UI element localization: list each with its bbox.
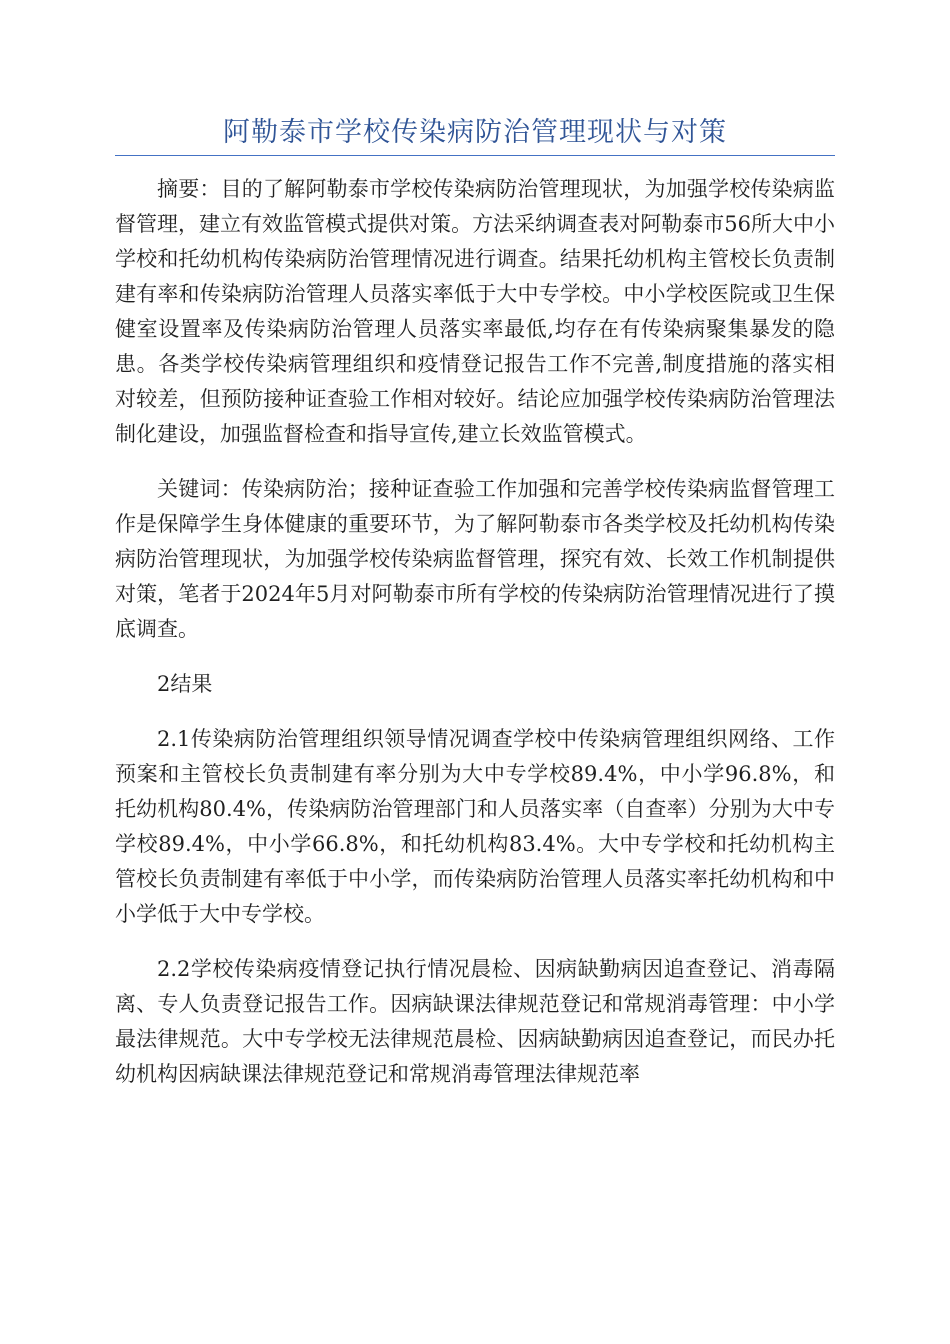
section-2-2-paragraph: 2.2学校传染病疫情登记执行情况晨检、因病缺勤病因追查登记、消毒隔离、专人负责登记报告工作。因病缺课法律规范登记和常规消毒管理：中小学最法律规范。大中专学校无法律规范晨检、因病缺勤病因追查登记，而民办托幼机构因病缺课法律规范登记和常规消毒管理法律规范率: [115, 957, 835, 1086]
document-body: [115, 172, 835, 1112]
section-heading-results: 2结果: [157, 672, 213, 696]
section-2-1-paragraph: 2.1传染病防治管理组织领导情况调查学校中传染病管理组织网络、工作预案和主管校长负责制建有率分别为大中专学校89.4%，中小学96.8%，和托幼机构80.4%，传染病防治管理部门和人员落实率（自查率）分别为大中专学校89.4%，中小学66.8%，和托幼机构83.4%。大中专学校和托幼机构主管校长负责制建有率低于中小学，而传染病防治管理人员落实率托幼机构和中小学低于大中专学校。: [115, 727, 835, 926]
abstract-paragraph: 摘要：目的了解阿勒泰市学校传染病防治管理现状，为加强学校传染病监督管理，建立有效监管模式提供对策。方法采纳调查表对阿勒泰市56所大中小学校和托幼机构传染病防治管理情况进行调查。结果托幼机构主管校长负责制建有率和传染病防治管理人员落实率低于大中专学校。中小学校医院或卫生保健室设置率及传染病防治管理人员落实率最低,均存在有传染病聚集暴发的隐患。各类学校传染病管理组织和疫情登记报告工作不完善,制度措施的落实相对较差，但预防接种证查验工作相对较好。结论应加强学校传染病防治管理法制化建设，加强监督检查和指导宣传,建立长效监管模式。: [115, 177, 835, 446]
document-title: 阿勒泰市学校传染病防治管理现状与对策: [223, 117, 727, 148]
keywords-paragraph: 关键词：传染病防治；接种证查验工作加强和完善学校传染病监督管理工作是保障学生身体健康的重要环节，为了解阿勒泰市各类学校及托幼机构传染病防治管理现状，为加强学校传染病监督管理，探究有效、长效工作机制提供对策，笔者于2024年5月对阿勒泰市所有学校的传染病防治管理情况进行了摸底调查。: [115, 477, 835, 641]
title-underline: [115, 155, 835, 156]
